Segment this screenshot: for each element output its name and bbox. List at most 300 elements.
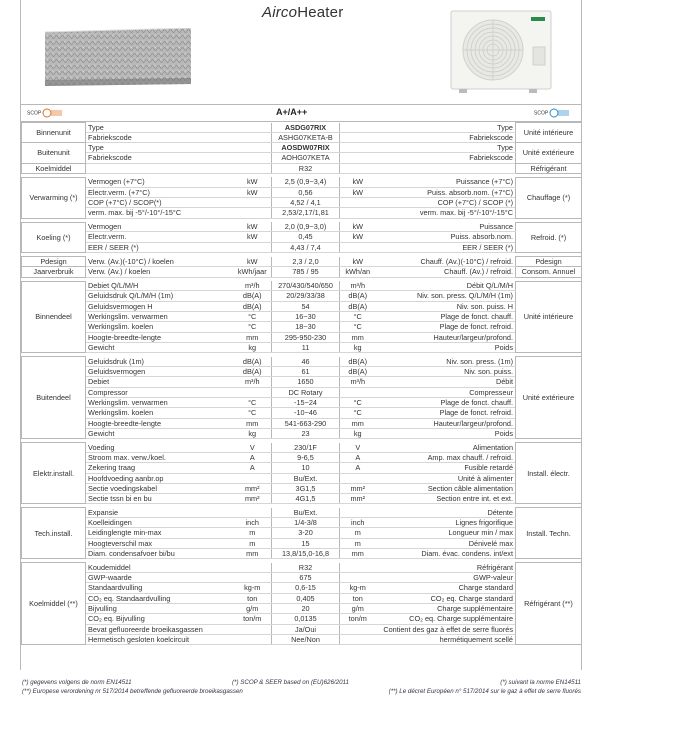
scop-heating-label: SCOP xyxy=(27,108,64,118)
table-row xyxy=(22,443,582,453)
group-label-fr: Unité intérieure xyxy=(516,281,582,353)
spec-unit-fr: mm xyxy=(340,332,376,342)
spec-value: 23 xyxy=(272,428,340,438)
group-label-fr: Réfrigérant (**) xyxy=(516,563,582,645)
table-row xyxy=(22,593,582,603)
table-row xyxy=(22,624,582,634)
spec-label-fr: Amp. max chauff. / refroid. xyxy=(376,452,516,462)
spec-unit-fr: kg xyxy=(340,428,376,438)
spec-value: 11 xyxy=(272,342,340,352)
spec-label-fr: Hauteur/largeur/profond. xyxy=(376,332,516,342)
spec-value: 10 xyxy=(272,463,340,473)
table-row xyxy=(22,198,582,208)
spec-value: 2,53/2,17/1,81 xyxy=(272,208,340,218)
table-row xyxy=(22,563,582,573)
group-label-nl: Pdesign xyxy=(22,257,86,267)
brand-logo: AircoHeater xyxy=(262,4,344,21)
footnotes-nl xyxy=(22,678,243,696)
spec-label-fr: Niv. son. press. (1m) xyxy=(376,357,516,367)
spec-value: 3G1,5 xyxy=(272,483,340,493)
spec-unit: inch xyxy=(234,518,272,528)
spec-label-fr: Contient des gaz à effet de serre fluorés xyxy=(376,624,516,634)
spec-label-fr: Section câble alimentation xyxy=(376,483,516,493)
spec-label-fr: Longueur min / max xyxy=(376,528,516,538)
spec-label-fr: Diam. évac. condens. int/ext xyxy=(376,549,516,559)
group-label-fr: Unité extérieure xyxy=(516,357,582,439)
group-label-nl: Koelmiddel xyxy=(22,163,86,173)
spec-unit-fr xyxy=(340,563,376,573)
table-row xyxy=(22,242,582,252)
spec-label-nl: Fabriekscode xyxy=(86,132,234,142)
spec-unit-fr: °C xyxy=(340,397,376,407)
spec-label-nl: Werkingslim. verwarmen xyxy=(86,312,234,322)
spec-unit-fr xyxy=(340,387,376,397)
table-row xyxy=(22,518,582,528)
spec-unit: A xyxy=(234,452,272,462)
footnote-2-fr: (**) Le décret Européen n° 517/2014 sur le gaz à effet de serre fluorés xyxy=(388,688,581,695)
spec-unit-fr: A xyxy=(340,452,376,462)
spec-unit-fr xyxy=(340,508,376,518)
spec-value: Nee/Non xyxy=(272,634,340,644)
spec-unit-fr: °C xyxy=(340,322,376,332)
spec-label-nl: Werkingslim. verwarmen xyxy=(86,397,234,407)
spec-label-nl: Fabriekscode xyxy=(86,153,234,163)
table-row xyxy=(22,634,582,644)
table-row xyxy=(22,483,582,493)
spec-unit-fr: kW xyxy=(340,257,376,267)
table-row xyxy=(22,357,582,367)
spec-value: 16~30 xyxy=(272,312,340,322)
spec-unit xyxy=(234,473,272,483)
spec-value: 1650 xyxy=(272,377,340,387)
spec-unit-fr: V xyxy=(340,443,376,453)
spec-unit-fr: kW xyxy=(340,232,376,242)
spec-unit-fr: kW xyxy=(340,187,376,197)
spec-label-fr: Niv. son. puiss. H xyxy=(376,301,516,311)
spec-value: -10~46 xyxy=(272,408,340,418)
group-label-nl: Tech.install. xyxy=(22,508,86,559)
spec-label-nl: Werkingslim. koelen xyxy=(86,322,234,332)
spec-unit-fr xyxy=(340,143,376,153)
footnotes-fr xyxy=(373,678,581,696)
spec-label-nl: Zekering traag xyxy=(86,463,234,473)
spec-label-nl: Bijvulling xyxy=(86,604,234,614)
spec-value: 0,405 xyxy=(272,593,340,603)
spec-unit xyxy=(234,208,272,218)
spec-label-nl: CO₂ eq. Bijvulling xyxy=(86,614,234,624)
table-row xyxy=(22,123,582,133)
spec-unit: mm² xyxy=(234,494,272,504)
spec-value: Ja/Oui xyxy=(272,624,340,634)
group-label-nl: Elektr.install. xyxy=(22,443,86,504)
spec-value: 4,43 / 7,4 xyxy=(272,242,340,252)
spec-label-fr: EER / SEER (*) xyxy=(376,242,516,252)
spec-value: 295-950-230 xyxy=(272,332,340,342)
spec-label-nl: Bevat gefluoreerde broeikasgassen xyxy=(86,624,234,634)
spec-label-fr: Puissance xyxy=(376,222,516,232)
spec-unit-fr: m xyxy=(340,528,376,538)
spec-unit: m xyxy=(234,538,272,548)
spec-label-nl: EER / SEER (*) xyxy=(86,242,234,252)
table-row xyxy=(22,387,582,397)
table-row xyxy=(22,573,582,583)
spec-label-fr: Section entre int. et ext. xyxy=(376,494,516,504)
spec-unit: A xyxy=(234,463,272,473)
spec-value: 9-6,5 xyxy=(272,452,340,462)
spec-unit: mm xyxy=(234,418,272,428)
spec-label-nl: Geluidsdruk Q/L/M/H (1m) xyxy=(86,291,234,301)
table-row xyxy=(22,153,582,163)
spec-label-nl: Compressor xyxy=(86,387,234,397)
spec-unit-fr: dB(A) xyxy=(340,367,376,377)
group-label-nl: Buitenunit xyxy=(22,143,86,164)
spec-label-fr: Charge standard xyxy=(376,583,516,593)
spec-label-fr: hermétiquement scellé xyxy=(376,634,516,644)
spec-value: 20/29/33/38 xyxy=(272,291,340,301)
spec-unit: m³/h xyxy=(234,377,272,387)
spec-label-fr: verm. max. bij -5°/-10°/-15°C xyxy=(376,208,516,218)
spec-label-fr: CO₂ eq. Charge supplémentaire xyxy=(376,614,516,624)
spec-unit-fr: kWh/an xyxy=(340,267,376,277)
spec-table xyxy=(21,122,582,645)
spec-sheet xyxy=(20,0,582,670)
spec-label-nl: Voeding xyxy=(86,443,234,453)
spec-unit-fr xyxy=(340,242,376,252)
spec-unit-fr: kg xyxy=(340,342,376,352)
footnote-1-mid: (*) SCOP & SEER based on (EU)626/2011 xyxy=(232,679,349,686)
spec-label-nl: Standaardvulling xyxy=(86,583,234,593)
spec-unit: kg xyxy=(234,428,272,438)
spec-unit-fr: A xyxy=(340,463,376,473)
spec-value: 0,0135 xyxy=(272,614,340,624)
spec-unit: m xyxy=(234,528,272,538)
spec-label-fr: Fabriekscode xyxy=(376,132,516,142)
spec-unit-fr xyxy=(340,153,376,163)
spec-unit-fr xyxy=(340,573,376,583)
spec-unit-fr: dB(A) xyxy=(340,357,376,367)
spec-label-nl: Diam. condensafvoer bi/bu xyxy=(86,549,234,559)
spec-label-fr: COP (+7°C) / SCOP (*) xyxy=(376,198,516,208)
spec-unit xyxy=(234,573,272,583)
spec-value: 230/1F xyxy=(272,443,340,453)
spec-label-nl: Type xyxy=(86,143,234,153)
table-row xyxy=(22,177,582,187)
spec-label-fr: Lignes frigorifique xyxy=(376,518,516,528)
spec-unit xyxy=(234,387,272,397)
spec-unit: ton xyxy=(234,593,272,603)
spec-label-nl: Koelleidingen xyxy=(86,518,234,528)
spec-unit-fr: kg-m xyxy=(340,583,376,593)
spec-label-nl: Electr.verm. xyxy=(86,232,234,242)
spec-label-nl: Vermogen xyxy=(86,222,234,232)
spec-label-fr: Débit xyxy=(376,377,516,387)
table-row xyxy=(22,132,582,142)
spec-value: 2,3 / 2,0 xyxy=(272,257,340,267)
group-label-fr: Pdesign xyxy=(516,257,582,267)
spec-value: 46 xyxy=(272,357,340,367)
spec-label-fr: Type xyxy=(376,123,516,133)
table-row xyxy=(22,143,582,153)
spec-unit: g/m xyxy=(234,604,272,614)
table-row xyxy=(22,367,582,377)
spec-label-nl: verm. max. bij -5°/-10°/-15°C xyxy=(86,208,234,218)
table-row xyxy=(22,397,582,407)
spec-unit: °C xyxy=(234,408,272,418)
spec-unit-fr: m³/h xyxy=(340,377,376,387)
table-row xyxy=(22,473,582,483)
spec-value: 785 / 95 xyxy=(272,267,340,277)
spec-label-nl: Debiet Q/L/M/H xyxy=(86,281,234,291)
spec-label-nl: Geluidsdruk (1m) xyxy=(86,357,234,367)
spec-unit: kg xyxy=(234,342,272,352)
spec-unit: °C xyxy=(234,397,272,407)
spec-label-nl: Hoogte-breedte-lengte xyxy=(86,332,234,342)
table-row xyxy=(22,222,582,232)
table-row xyxy=(22,494,582,504)
spec-unit-fr: dB(A) xyxy=(340,301,376,311)
group-label-fr: Install. électr. xyxy=(516,443,582,504)
spec-unit: kWh/jaar xyxy=(234,267,272,277)
spec-value: AOSDW07RIX xyxy=(272,143,340,153)
spec-label-nl: Verw. (Av.)(-10°C) / koelen xyxy=(86,257,234,267)
spec-label-fr: Niv. son. press. Q/L/M/H (1m) xyxy=(376,291,516,301)
spec-unit-fr xyxy=(340,132,376,142)
heat-icon xyxy=(42,108,64,118)
spec-unit xyxy=(234,563,272,573)
spec-unit: kW xyxy=(234,232,272,242)
group-label-fr: Install. Techn. xyxy=(516,508,582,559)
spec-unit-fr xyxy=(340,634,376,644)
spec-value: 2,0 (0,9~3,0) xyxy=(272,222,340,232)
spec-value: R32 xyxy=(272,563,340,573)
spec-label-fr: Chauff. (Av.) / refroid. xyxy=(376,267,516,277)
table-row xyxy=(22,332,582,342)
spec-unit-fr: °C xyxy=(340,312,376,322)
spec-unit-fr: ton xyxy=(340,593,376,603)
spec-label-nl: Sectie voedingskabel xyxy=(86,483,234,493)
spec-unit: dB(A) xyxy=(234,357,272,367)
spec-unit-fr: °C xyxy=(340,408,376,418)
spec-unit-fr xyxy=(340,123,376,133)
spec-label-nl: Gewicht xyxy=(86,428,234,438)
spec-value: DC Rotary xyxy=(272,387,340,397)
spec-value: ASHG07KETA-B xyxy=(272,132,340,142)
table-row xyxy=(22,267,582,277)
spec-label-fr: Débit Q/L/M/H xyxy=(376,281,516,291)
group-label-fr: Consom. Annuel xyxy=(516,267,582,277)
spec-unit-fr: inch xyxy=(340,518,376,528)
spec-label-fr: CO₂ eq. Charge standard xyxy=(376,593,516,603)
spec-unit xyxy=(234,634,272,644)
spec-label-fr: Charge supplémentaire xyxy=(376,604,516,614)
spec-unit-fr xyxy=(340,624,376,634)
spec-unit: mm xyxy=(234,549,272,559)
spec-label-nl: Geluidsvermogen H xyxy=(86,301,234,311)
footnote-mid xyxy=(232,678,349,687)
spec-label-nl: Debiet xyxy=(86,377,234,387)
table-row xyxy=(22,187,582,197)
spec-label-fr: Plage de fonct. refroid. xyxy=(376,322,516,332)
table-row xyxy=(22,342,582,352)
spec-label-nl: Werkingslim. koelen xyxy=(86,408,234,418)
table-row xyxy=(22,583,582,593)
spec-label-nl: Verw. (Av.) / koelen xyxy=(86,267,234,277)
spec-label-fr: Dénivelé max xyxy=(376,538,516,548)
spec-label-fr: Plage de fonct. refroid. xyxy=(376,408,516,418)
group-label-nl: Buitendeel xyxy=(22,357,86,439)
table-row xyxy=(22,463,582,473)
spec-value: R32 xyxy=(272,163,340,173)
spec-label-fr: Poids xyxy=(376,342,516,352)
snowflake-icon xyxy=(549,108,571,118)
spec-label-nl: Electr.verm. (+7°C) xyxy=(86,187,234,197)
spec-value: 15 xyxy=(272,538,340,548)
group-label-fr: Unité extérieure xyxy=(516,143,582,164)
table-row xyxy=(22,312,582,322)
table-row xyxy=(22,301,582,311)
spec-unit: m³/h xyxy=(234,281,272,291)
table-row xyxy=(22,549,582,559)
spec-value: -15~24 xyxy=(272,397,340,407)
spec-label-nl: Expansie xyxy=(86,508,234,518)
spec-value: 0,56 xyxy=(272,187,340,197)
spec-unit-fr: dB(A) xyxy=(340,291,376,301)
spec-label-nl: Sectie tssn bi en bu xyxy=(86,494,234,504)
group-label-nl: Koelmiddel (**) xyxy=(22,563,86,645)
spec-label-nl: Vermogen (+7°C) xyxy=(86,177,234,187)
spec-unit xyxy=(234,153,272,163)
spec-label-nl: Gewicht xyxy=(86,342,234,352)
spec-value: 13,8/15,0-16,8 xyxy=(272,549,340,559)
spec-label-fr: Fusible retardé xyxy=(376,463,516,473)
spec-unit xyxy=(234,143,272,153)
spec-label-nl: Koudemiddel xyxy=(86,563,234,573)
spec-value: 675 xyxy=(272,573,340,583)
spec-value: 0,45 xyxy=(272,232,340,242)
spec-unit-fr: m xyxy=(340,538,376,548)
table-row xyxy=(22,418,582,428)
outdoor-unit-image xyxy=(449,9,553,94)
spec-unit-fr: ton/m xyxy=(340,614,376,624)
footnote-1-fr: (*) suivant la norme EN14511 xyxy=(500,679,581,686)
group-label-nl: Binnendeel xyxy=(22,281,86,353)
spec-value: 20 xyxy=(272,604,340,614)
spec-value: 3-20 xyxy=(272,528,340,538)
spec-value: 61 xyxy=(272,367,340,377)
table-row xyxy=(22,257,582,267)
group-label-fr: Refroid. (*) xyxy=(516,222,582,252)
table-row xyxy=(22,291,582,301)
table-row xyxy=(22,452,582,462)
table-row xyxy=(22,163,582,173)
spec-label-fr: Type xyxy=(376,143,516,153)
spec-unit-fr: kW xyxy=(340,177,376,187)
spec-unit xyxy=(234,198,272,208)
spec-unit-fr xyxy=(340,208,376,218)
spec-value: 4G1,5 xyxy=(272,494,340,504)
spec-value: 18~30 xyxy=(272,322,340,332)
spec-unit-fr: mm² xyxy=(340,494,376,504)
spec-unit-fr: g/m xyxy=(340,604,376,614)
group-label-nl: Jaarverbruik xyxy=(22,267,86,277)
spec-unit-fr xyxy=(340,198,376,208)
spec-value: 0,6-15 xyxy=(272,583,340,593)
spec-value: 4,52 / 4,1 xyxy=(272,198,340,208)
spec-label-fr: Niv. son. puiss. xyxy=(376,367,516,377)
spec-unit-fr: m³/h xyxy=(340,281,376,291)
seer-cooling-label: SCOP xyxy=(534,108,571,118)
spec-value: 54 xyxy=(272,301,340,311)
spec-unit-fr: kW xyxy=(340,222,376,232)
spec-unit: kW xyxy=(234,187,272,197)
table-row xyxy=(22,281,582,291)
spec-label-fr: Compresseur xyxy=(376,387,516,397)
group-label-nl: Koeling (*) xyxy=(22,222,86,252)
spec-value: 541-663-290 xyxy=(272,418,340,428)
spec-unit-fr xyxy=(340,473,376,483)
spec-unit: dB(A) xyxy=(234,367,272,377)
spec-unit: V xyxy=(234,443,272,453)
group-label-nl: Verwarming (*) xyxy=(22,177,86,218)
table-row xyxy=(22,408,582,418)
spec-value: 1/4-3/8 xyxy=(272,518,340,528)
table-row xyxy=(22,377,582,387)
spec-unit: ton/m xyxy=(234,614,272,624)
spec-label-fr: Plage de fonct. chauff. xyxy=(376,397,516,407)
spec-unit-fr: mm² xyxy=(340,483,376,493)
group-label-fr: Chauffage (*) xyxy=(516,177,582,218)
spec-unit: mm² xyxy=(234,483,272,493)
group-label-fr: Réfrigérant xyxy=(516,163,582,173)
spec-unit-fr: mm xyxy=(340,418,376,428)
spec-value: 270/430/540/650 xyxy=(272,281,340,291)
indoor-unit-image xyxy=(43,28,193,86)
table-row xyxy=(22,322,582,332)
spec-value: ASDG07RIX xyxy=(272,123,340,133)
footnote-1-nl: (*) gegevens volgens de norm EN14511 xyxy=(22,679,132,686)
spec-label-fr: Alimentation xyxy=(376,443,516,453)
spec-unit: kW xyxy=(234,257,272,267)
spec-unit: mm xyxy=(234,332,272,342)
spec-value: Bu/Ext. xyxy=(272,508,340,518)
spec-value: AOHG07KETA xyxy=(272,153,340,163)
spec-value: 2,5 (0,9~3,4) xyxy=(272,177,340,187)
spec-unit xyxy=(234,508,272,518)
spec-label-fr: Plage de fonct. chauff. xyxy=(376,312,516,322)
spec-unit-fr: mm xyxy=(340,549,376,559)
table-row xyxy=(22,604,582,614)
spec-label-nl: GWP-waarde xyxy=(86,573,234,583)
spec-unit: kW xyxy=(234,222,272,232)
spec-unit: kg-m xyxy=(234,583,272,593)
spec-label-fr: Unité à alimenter xyxy=(376,473,516,483)
spec-label-fr: Poids xyxy=(376,428,516,438)
spec-label-nl: Hoofdvoeding aanbr.op xyxy=(86,473,234,483)
table-row xyxy=(22,428,582,438)
spec-label-nl: Hermetisch gesloten koelcircuit xyxy=(86,634,234,644)
spec-label-fr: Réfrigérant xyxy=(376,563,516,573)
spec-label-nl: Leidinglengte min-max xyxy=(86,528,234,538)
spec-label-fr: Puissance (+7°C) xyxy=(376,177,516,187)
spec-label-fr: GWP-valeur xyxy=(376,573,516,583)
spec-label-fr: Chauff. (Av.)(-10°C) / refroid. xyxy=(376,257,516,267)
header xyxy=(21,0,581,130)
spec-label-nl: Hoogteverschil max xyxy=(86,538,234,548)
group-label-fr: Unité intérieure xyxy=(516,123,582,143)
table-row xyxy=(22,508,582,518)
footnote-2-nl: (**) Europese verordening nr 517/2014 betreffende gefluoreerde broeikasgassen xyxy=(22,688,243,695)
spec-unit xyxy=(234,624,272,634)
